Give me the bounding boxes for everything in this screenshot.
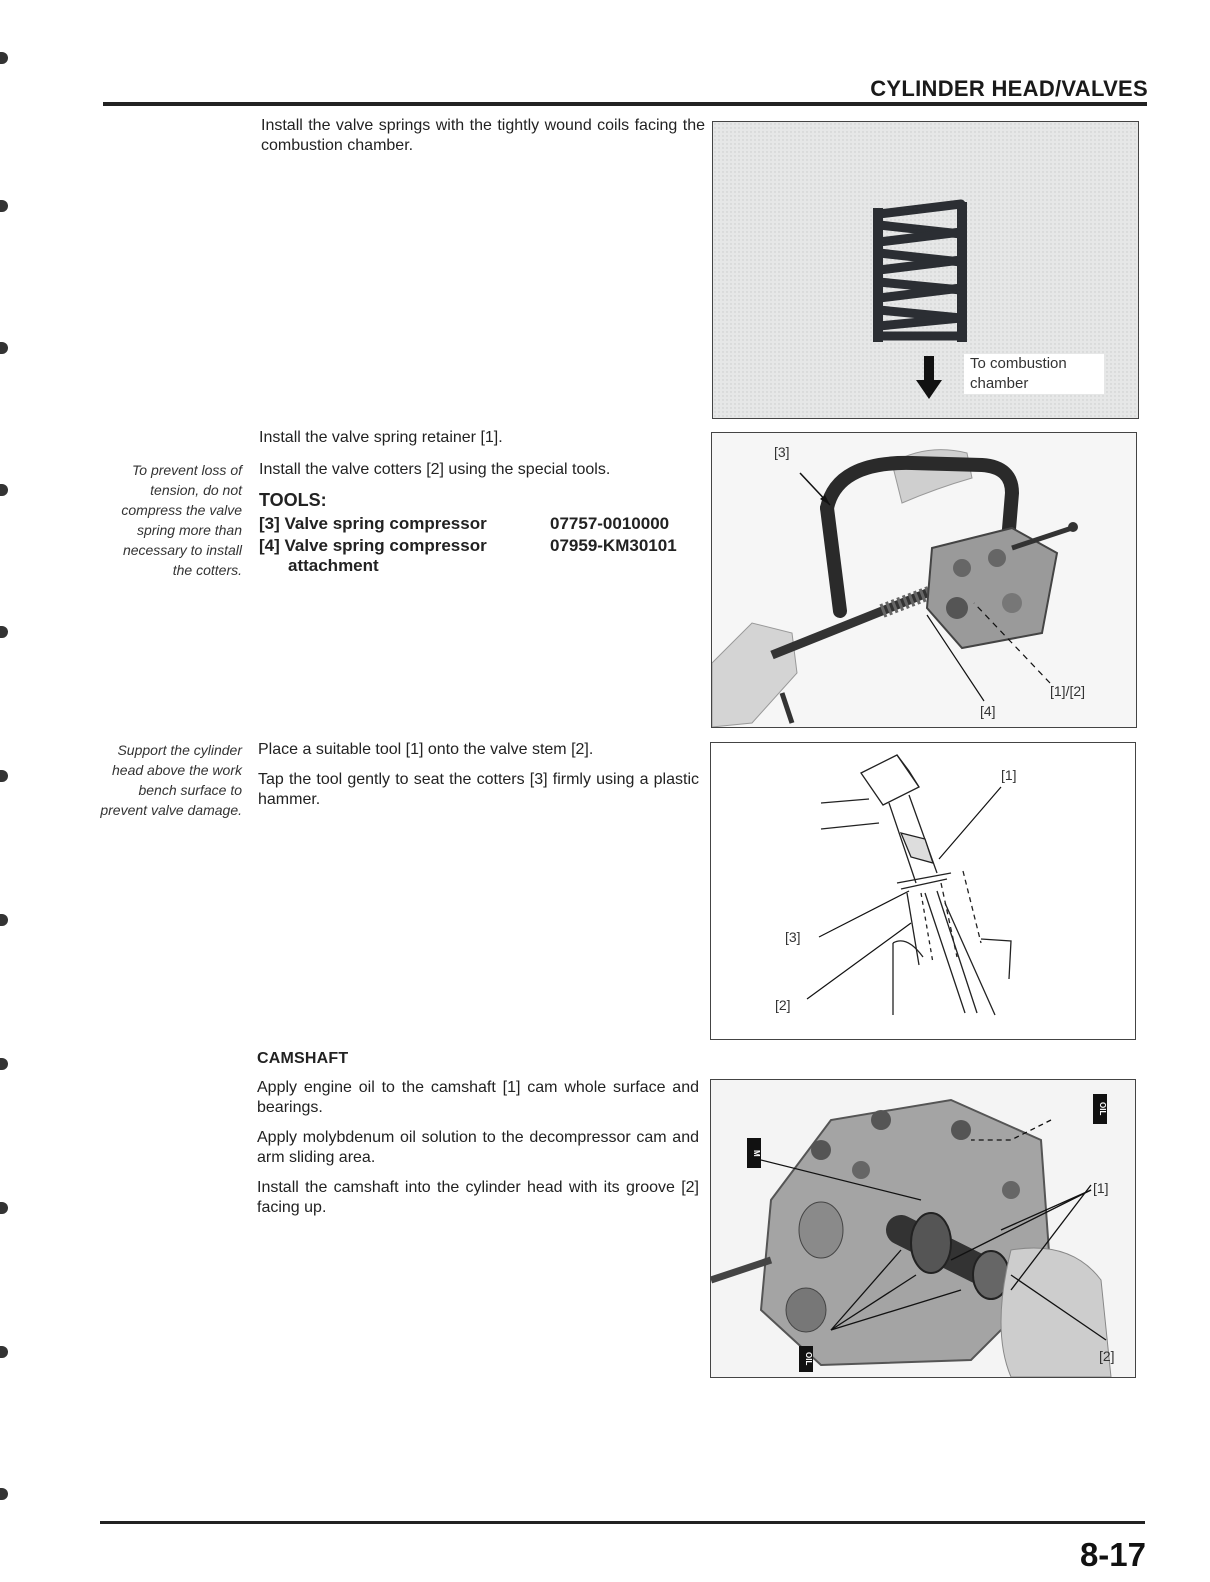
- figure-spring-compressor: [711, 432, 1137, 728]
- tool-part-number: 07959-KM30101: [550, 536, 677, 555]
- figure-valve-spring: [712, 121, 1139, 419]
- header-rule: [103, 102, 1147, 106]
- footer-rule: [100, 1521, 1145, 1524]
- binding-hole-mark: [0, 914, 8, 926]
- tools-heading: TOOLS:: [259, 490, 327, 510]
- tool-label: [4] Valve spring compressor: [259, 536, 487, 555]
- binding-hole-mark: [0, 1202, 8, 1214]
- binding-hole-mark: [0, 626, 8, 638]
- molybdenum-step: Apply molybdenum oil solution to the decompressor cam and arm sliding area.: [257, 1129, 699, 1166]
- figure-seat-cotters: [710, 742, 1136, 1040]
- binding-hole-mark: [0, 200, 8, 212]
- callout-label-2: [2]: [775, 997, 791, 1013]
- binding-hole-mark: [0, 770, 8, 782]
- tool-label: [3] Valve spring compressor: [259, 514, 487, 533]
- page-number: 8-17: [1079, 1536, 1146, 1573]
- binding-hole-mark: [0, 1058, 8, 1070]
- combustion-chamber-callout: To combustion chamber: [964, 354, 1104, 394]
- callout-label-1-2: [1]/[2]: [1050, 683, 1086, 699]
- install-camshaft-step: Install the camshaft into the cylinder head with its groove [2] facing up.: [257, 1179, 699, 1216]
- cotters-step: Install the valve cotters [2] using the special tools.: [259, 461, 611, 478]
- binding-hole-mark: [0, 484, 8, 496]
- tool-label-continuation: attachment: [288, 556, 379, 575]
- cylinder-head-icon: [927, 528, 1057, 648]
- callout-label-3: [3]: [785, 929, 801, 945]
- callout-label-1: [1]: [1093, 1180, 1109, 1196]
- section-title: CYLINDER HEAD/VALVES: [870, 76, 1148, 101]
- tension-caution-note: To prevent loss of tension, do not compress the valve spring more than necessary to install the cotters.: [121, 462, 242, 578]
- callout-label-4: [4]: [980, 703, 996, 719]
- oil-badge-icon: OIL: [1093, 1094, 1107, 1124]
- camshaft-illustration: [711, 1080, 1135, 1377]
- figure-camshaft-install: [710, 1079, 1136, 1378]
- camshaft-oil-step: Apply engine oil to the camshaft [1] cam whole surface and bearings.: [257, 1079, 699, 1116]
- cotter-seating-diagram: [711, 743, 1135, 1039]
- place-tool-step: Place a suitable tool [1] onto the valve stem [2].: [258, 741, 594, 758]
- callout-label-2: [2]: [1099, 1348, 1115, 1364]
- binding-hole-mark: [0, 342, 8, 354]
- support-caution-note: Support the cylinder head above the work bench surface to prevent valve damage.: [100, 742, 242, 818]
- camshaft-heading: CAMSHAFT: [257, 1050, 349, 1067]
- tool-part-number: 07757-0010000: [550, 514, 670, 533]
- molybdenum-badge-icon: M: [747, 1138, 761, 1168]
- binding-hole-mark: [0, 1346, 8, 1358]
- tap-tool-step: Tap the tool gently to seat the cotters [3] firmly using a plastic hammer.: [258, 771, 699, 808]
- binding-hole-mark: [0, 1488, 8, 1500]
- oil-badge-icon: OIL: [799, 1346, 813, 1372]
- callout-label-1: [1]: [1001, 767, 1017, 783]
- callout-label-3: [3]: [774, 444, 790, 460]
- binding-hole-mark: [0, 52, 8, 64]
- retainer-step: Install the valve spring retainer [1].: [259, 429, 503, 446]
- springs-instruction: Install the valve springs with the tightly wound coils facing the combustion chamber.: [261, 117, 705, 154]
